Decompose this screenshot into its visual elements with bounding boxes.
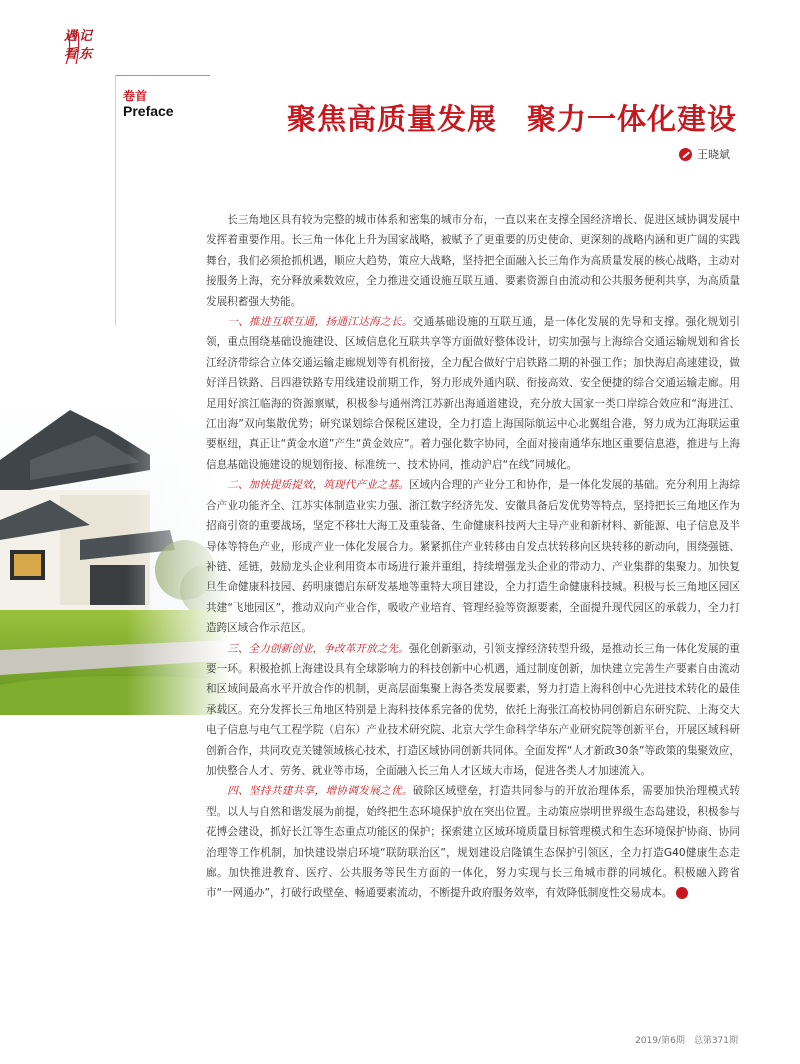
section-label-en: Preface bbox=[123, 103, 174, 119]
article-title: 聚焦高质量发展 聚力一体化建设 bbox=[286, 102, 737, 136]
section-text: 交通基础设施的互联互通，是一体化发展的先导和支撑。强化规划引领，重点围绕基础设施建设、区域信息化互联共享等方面做好整体设计，切实加强与上海综合交通运输规划和省长江经济带综合立体交通运输走廊规划等有机衔接，全力配合做好宁启铁路二期的补强工作；加快海启高速建设，做好洋吕铁路、吕四港铁路专用线建设前期工作，努力形成外通内联、衔接高效、安全便捷的综合交通运输走廊。用足用好滨江临海的资源禀赋，积极参与通州湾江苏新出海通道建设，充分放大国家一类口岸综合效应和“海进江、江出海”双向集散优势；研究谋划综合保税区建设，全力打造上海国际航运中心北翼组合港，努力成为江海联运重要枢纽，真正让“黄金水道”产生“黄金效应”。着力强化数字协同，全面对接南通华东地区重要信息港，推进与上海信息基础设施建设的规划衔接、标准统一、技术协同，推动沪启“在线”同城化。 bbox=[206, 316, 741, 471]
intro-paragraph: 长三角地区具有较为完整的城市体系和密集的城市分布，一直以来在支撑全国经济增长、促进区域协调发展中发挥着重要作用。长三角一体化上升为国家战略，被赋予了更重要的历史使命、更深刻的战略内涵和更广阔的实践舞台，我们必须抢抓机遇，顺应大趋势，策应大战略，坚持把全面融入长三角作为高质量发展的核心战略，主动对接服务上海，充分释放乘数效应，全力推进交通设施互联互通、要素资源自由流动和公共服务便利共享，为高质量发展积蓄强大势能。 bbox=[206, 214, 740, 308]
section-text: 强化创新驱动，引领支撑经济转型升级，是推动长三角一体化发展的重要一环。积极抢抓上海建设具有全球影响力的科技创新中心机遇，通过制度创新，加快建立完善生产要素自由流动和区域间最高水平开放合作的机制，更高层面集聚上海各类发展要素，努力打造上海科创中心先进技术转化的最佳承载区。充分发挥长三角地区特别是上海科技体系完备的优势，依托上海张江高校协同创新启东研究院、上海交大电子信息与电气工程学院（启东）产业技术研究院、北京大学生命科学华东产业研究院等创新平台，开展区域科研创新合作，共同攻克关键领域核心技术，打造区域协同创新共同体。全面发挥“人才新政30条”等政策的集聚效应，加快整合人才、劳务、就业等市场，全面融入长三角人才区域大市场，促进各类人才加速流入。 bbox=[206, 642, 740, 777]
issue-footer: 2019/第6期 总第371期 bbox=[635, 1036, 738, 1046]
section-text: 区域内合理的产业分工和协作，是一体化发展的基础。充分利用上海综合产业功能齐全、江苏实体制造业实力强、浙江数字经济先发、安徽具备后发优势等特点，坚持把长三角地区作为招商引资的重要战场，坚定不移壮大海工及重装备、生命健康科技两大主导产业和新材料、新能源、电子信息及半导体等特色产业，形成产业一体化发展合力。紧紧抓住产业转移由自发点状转移向区块转移的新动向，围绕强链、补链、延链，鼓励龙头企业利用资本市场进行兼并重组，持续增强龙头企业的带动力、产业集群的集聚力。加快复旦生命健康科技园、药明康德启东研发基地等重特大项目建设，全力打造生命健康科技城。积极与长三角地区园区共建“飞地园区”，推动双向产业合作，吸收产业培育、管理经验等资源要素，全面提升现代园区的承载力，全力打造跨区域合作示范区。 bbox=[206, 479, 740, 635]
section-label-cn: 卷首 bbox=[123, 89, 148, 103]
side-rule bbox=[115, 75, 116, 325]
section-text: 破除区域壁垒，打造共同参与的开放治理体系，需要加快治理模式转型。以人与自然和谐发展为前提，始终把生态环境保护放在突出位置。主动策应崇明世界级生态岛建设，积极参与花博会建设，抓好长江等生态重点功能区的保护；探索建立区域环境质量目标管理模式和生态环境保护协商、协同治理等工作机制，加快建设崇启环境“联防联治区”，规划建设启隆镇生态保护引领区，全力打造G40健康生态走廊。加快推进教育、医疗、公共服务等民生方面的一体化，努力实现与长三角城市群的同城化。积极融入跨省市“一网通办”，打破行政壁垒、畅通要素流动，不断提升政府服务效率，有效降低制度性交易成本。 bbox=[206, 785, 741, 900]
building-photo bbox=[0, 400, 230, 715]
section-heading: 一、推进互联互通，扬通江达海之长。 bbox=[227, 316, 413, 329]
author-line bbox=[679, 146, 730, 162]
article-body bbox=[206, 210, 740, 904]
section-paragraph bbox=[206, 639, 740, 782]
end-mark-icon bbox=[676, 887, 688, 899]
section-paragraph bbox=[206, 312, 740, 475]
logo-text: 遇记 看东 bbox=[64, 29, 95, 62]
section-heading: 二、加快提质提效，筑现代产业之基。 bbox=[227, 479, 409, 492]
author-name: 王晓斌 bbox=[697, 148, 730, 161]
section-paragraph bbox=[206, 475, 740, 638]
header-rule bbox=[115, 75, 210, 76]
section-heading: 四、坚持共建共享，增协调发展之优。 bbox=[227, 785, 413, 798]
section-heading: 三、全力创新创业，争改革开放之先。 bbox=[227, 642, 409, 655]
section-paragraph bbox=[206, 781, 740, 903]
pen-icon bbox=[679, 148, 692, 161]
